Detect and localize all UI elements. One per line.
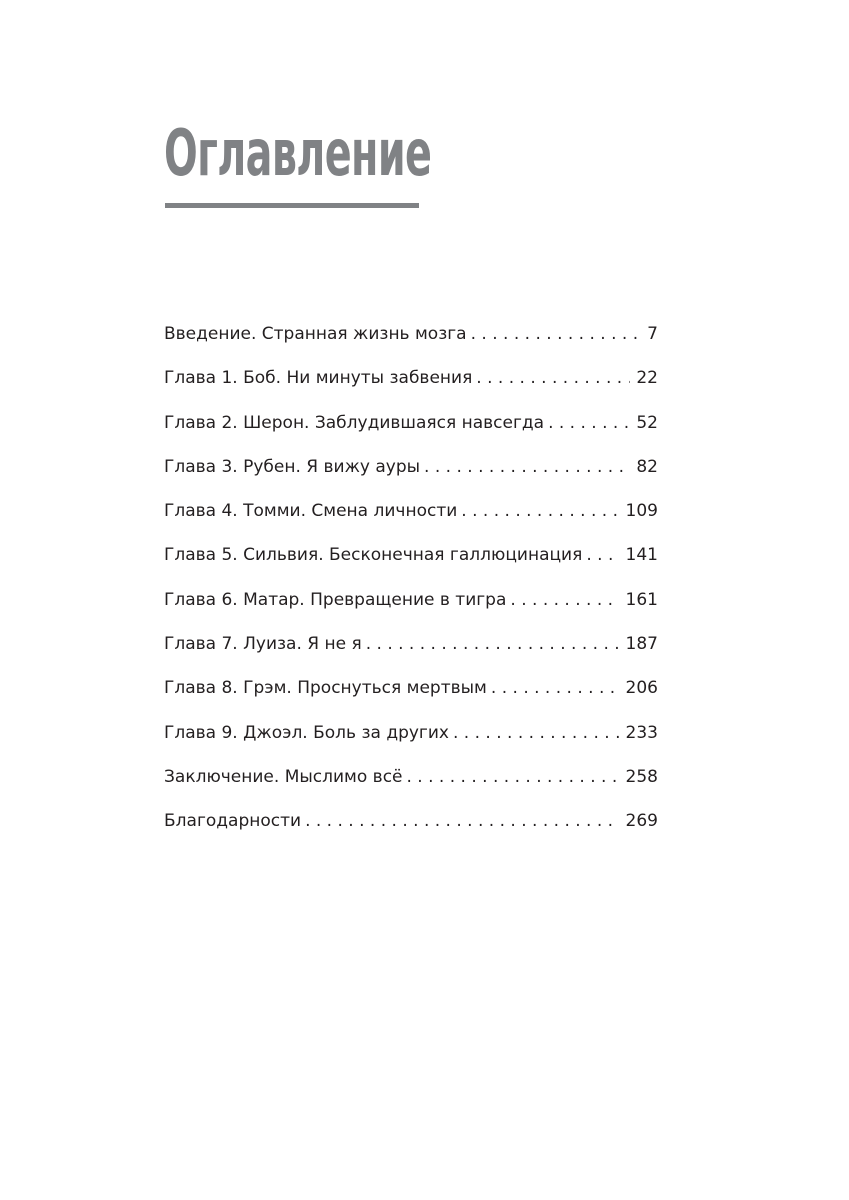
title-underline (165, 203, 419, 208)
toc-entry[interactable] (164, 762, 658, 806)
dot-leader (548, 408, 630, 438)
toc-entry-page: 52 (636, 412, 658, 433)
dot-leader (476, 363, 630, 393)
toc-entry[interactable] (164, 363, 658, 407)
toc-entry-page: 141 (625, 545, 658, 566)
toc-entry-title: Глава 3. Рубен. Я вижу ауры (164, 456, 421, 477)
dot-leader (424, 452, 630, 482)
toc-entry[interactable] (164, 629, 658, 673)
toc-entry-page: 109 (625, 501, 658, 522)
toc-entry-title: Глава 6. Матар. Превращение в тигра (164, 589, 507, 610)
toc-entry-title: Глава 8. Грэм. Проснуться мертвым (164, 678, 487, 699)
dot-leader (510, 585, 619, 615)
dot-leader (586, 540, 619, 570)
page-title: Оглавление (164, 117, 432, 191)
toc-entry[interactable] (164, 540, 658, 584)
toc-entry[interactable] (164, 408, 658, 452)
toc-entry[interactable] (164, 673, 658, 717)
toc-entry-page: 82 (636, 456, 658, 477)
toc-entry-title: Заключение. Мыслимо всё (164, 766, 403, 787)
toc-entry-title: Введение. Странная жизнь мозга (164, 324, 467, 344)
toc-entry-title: Глава 5. Сильвия. Бесконечная галлюцинация (164, 545, 583, 566)
toc-entry-page: 161 (625, 589, 658, 610)
toc-entry-page: 233 (625, 722, 658, 743)
dot-leader (305, 806, 619, 836)
dot-leader (366, 629, 620, 659)
toc-entry[interactable] (164, 496, 658, 540)
toc-entry[interactable] (164, 452, 658, 496)
toc-entry[interactable] (164, 319, 658, 363)
toc-entry-title: Глава 7. Луиза. Я не я (164, 634, 362, 655)
dot-leader (491, 673, 620, 703)
toc-entry-title: Благодарности (164, 811, 302, 832)
toc-entry-page: 269 (625, 811, 658, 832)
toc-entry-title: Глава 2. Шерон. Заблудившаяся навсегда (164, 412, 545, 433)
toc-entry-page: 258 (625, 766, 658, 787)
dot-leader (471, 319, 642, 349)
toc-entry-page: 22 (636, 368, 658, 389)
table-of-contents (164, 319, 658, 851)
toc-entry[interactable] (164, 585, 658, 629)
toc-entry-title: Глава 1. Боб. Ни минуты забвения (164, 368, 473, 389)
toc-entry-title: Глава 9. Джоэл. Боль за других (164, 722, 449, 743)
toc-entry-page: 7 (647, 324, 658, 344)
toc-entry-page: 187 (625, 634, 658, 655)
dot-leader (453, 718, 620, 748)
dot-leader (461, 496, 619, 526)
toc-entry-title: Глава 4. Томми. Смена личности (164, 501, 458, 522)
toc-entry[interactable] (164, 718, 658, 762)
toc-entry-page: 206 (625, 678, 658, 699)
dot-leader (407, 762, 620, 792)
toc-entry[interactable] (164, 806, 658, 850)
